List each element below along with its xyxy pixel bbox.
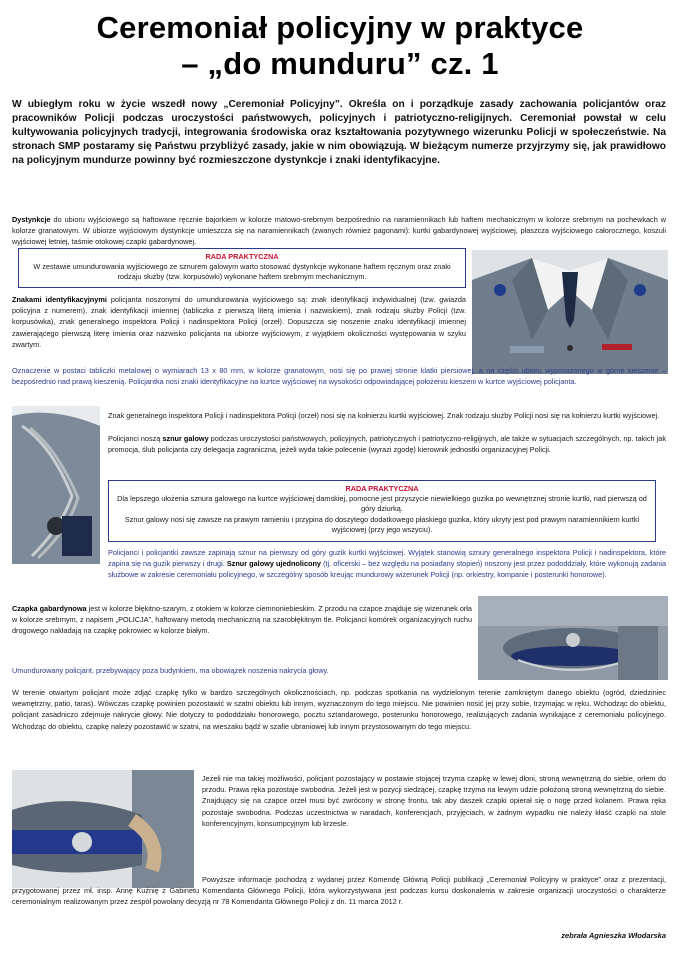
lead-paragraph: W ubiegłym roku w życie wszedł nowy „Ceremoniał Policyjny”. Określa on i porządkuje zasady zachowania policjantów oraz pracowników Policji podczas uroczystości państwowych, policyjnych i patriotyczno-religijnych. Ceremoniał powstał w celu kultywowania policyjnych tradycji, integrowania środowiska oraz kształtowania pozytywnego wizerunku Policji w społeczeństwie. Na stronach SMP postaramy się Państwu przybliżyć zasady, jakie w nim obowiązują. W bieżącym numerze przyjrzymy się, jak prawidłowo na policyjnym mundurze powinny być rozmieszczone dystynkcje i znaki identyfikacyjne. [12,99,666,166]
title-line-2: – „do munduru” cz. 1 [181,46,499,81]
term-znaki-identyfikacyjne: Znakami identyfikacyjnymi [12,295,107,304]
paragraph-znaki [12,294,466,350]
paragraph-orzel: Znak generalnego inspektora Policji i nadinspektora Policji (orzeł) nosi się na kołnierzu kurtki wyjściowej. Znak rodzaju służby Policji nosi się na kołnierzu kurtki wyjściowej. [108,411,660,420]
term-dystynkcje: Dystynkcje [12,215,51,224]
uniform-chest-illustration [472,250,668,374]
standing-cap-photo [12,770,194,888]
tip-text-1: Dla lepszego ułożenia sznura galowego na kurtce wyjściowej damskiej, pomocne jest przyszycie niewielkiego guzika po wewnętrznej stronie kurtki, nad pierwszą od góry dziurką. [117,494,647,514]
paragraph-zrodlo: Powyższe informacje pochodzą z wydanej przez Komendę Główną Policji publikacji „Ceremoniał Policyjny w praktyce” oraz z prezentacji, przygotowanej przez mł. insp. Annę Kuźnię z Gabinetu Komendanta Głównego Policji, która wykorzystywana jest podczas kursu doskonalenia w zakresie organizacji uroczystości o charakterze ceremonialnym realizowanym przez zespół powołany decyzją nr 78 Komendanta Głównego Policji z dn. 11 marca 2012 r. [12,875,666,907]
term-sznur-ujednolicony: Sznur galowy ujednolicony [226,559,321,569]
tip-box-1 [18,248,466,288]
paragraph-czapka [12,603,472,637]
seated-cap-illustration [478,596,668,680]
paragraph-sznur-ujednolicony [108,547,666,581]
paragraph-text: jest w kolorze błękitno-szarym, z otokiem w kolorze ciemnoniebieskim. Z przodu na czapce znajduje się wizerunek orła w kolorze srebrnym, z napisem „POLICJA”, haftowany metodą mechaniczną na szarobłękitnym tle. Policjanci komórek organizacyjnych ruchu drogowego nakładają na czapkę pokrowiec w kolorze białym. [12,604,472,636]
author-signature: zebrała Agnieszka Włodarska [561,931,666,940]
paragraph-sznur [108,433,666,455]
paragraph-pozycja: Jeżeli nie ma takiej możliwości, policjant pozostający w postawie stojącej trzyma czapkę w lewej dłoni, stroną wewnętrzną do siebie, orłem do przodu. Prawa ręka pozostaje swobodna. Jeżeli jest w pozycji siedzącej, czapkę trzyma na lewym udzie położoną stroną wewnętrzną do siebie. Znajdujący się na czapce orzeł musi być zwrócony w stronę frontu, tak aby daszek czapki opierał się o nogę przed kolanem. Prawa ręka pozostaje swobodna. Podczas uczestnictwa w naradach, konferencjach, przyjęciach, w żadnym wypadku nie należy kłaść czapki na stole konferencyjnym, konsumpcyjnym lub krzesle. [202,774,666,828]
tip-title: RADA PRAKTYCZNA [205,252,279,261]
seated-cap-photo [478,596,668,680]
tip-title: RADA PRAKTYCZNA [345,484,419,493]
term-czapka-gabardynowa: Czapka gabardynowa [12,604,87,613]
paragraph-nakrycie: Umundurowany policjant, przebywający poza budynkiem, ma obowiązek noszenia nakrycia głowy. [12,666,329,675]
uniform-chest-photo [472,250,668,374]
paragraph-text: podczas uroczystości państwowych, policyjnych, patriotycznych i patriotyczno-religijnych, ale także w sytuacjach szczególnych, np. takich jak promocja, ślub policjanta czy delegacja zagraniczna, jeżeli wyda takie polecenie (wyrazi zgodę) kierownik jednostki organizacyjnej Policji. [108,434,666,455]
paragraph-teren-otwarty: W terenie otwartym policjant może zdjąć czapkę tylko w bardzo szczególnych okolicznościach, np. podczas spotkania na wydzielonym terenie zamkniętym danego obiektu (ogród, dziedziniec wewnętrzny, patio, taras). Wówczas czapkę powinien pozostawić w szatni obiektu lub innym, wyznaczonym do tego miejscu. Nie powinien nosić jej przy sobie, trzymając w ręku. Wchodząc do obiektu, policjant zasadniczo zdejmuje nakrycie głowy. Nie dotyczy to pododdziału honorowego, pocztu sztandarowego, posterunku honorowego, realizujących zadania wynikające z ceremoniału policyjnego. Wchodząc do obiektu, czapkę należy pozostawić w szatni, na wieszaku bądź w szafie ubraniowej lub innym przystosowanym do tego miejscu. [12,688,666,731]
shoulder-cord-illustration [12,406,100,564]
paragraph-text: do ubioru wyjściowego są haftowane ręcznie bajorkiem w kolorze matowo-srebrnym bezpośrednio na naramiennikach lub haftem mechanicznym w kolorze srebrnym na pochewkach w kolorze granatowym. W ubiorze wyjściowym dystynkcje umieszcza się na naramiennikach (zwanych również pagonami): kurtki gabardynowej wyjściowej, płaszcza wyjściowego całorocznego, koszuli wyjściowej letniej, taśmie otokowej czapki gabardynowej. [12,215,666,247]
paragraph-text: policjanta noszonymi do umundurowania wyjściowego są: znak identyfikacji indywidualnej (tzw. gwiazda policyjna z numerem), znak identyfikacji imiennej (tabliczka z pierwszą literą imienia i nazwiskiem), znak rodzaju służby Policji (tzw. korpusówka), znak generalnego inspektora Policji i nadinspektora Policji (orzeł). Dopuszcza się noszenie znaku identyfikacji imiennej zawierającego pierwszą literę imienia oraz nazwisko policjanta na ubiorze wyjściowym, z wyjątkiem okoliczności występowania w szyku zwartym. [12,295,466,349]
paragraph-text: (tj. oficerski – bez względu na posiadany stopień) noszony jest przez pododdziały, które wykonują zadania służbowe w zakresie ceremoniału policyjnego, w szczególny sposób kreując mundurowy wizerunek Policji (np. orkiestry, kompanie i posterunki honorowe). [108,559,667,580]
tip-text: W zestawie umundurowania wyjściowego ze sznurem galowym warto stosować dystynkcje wykonane haftem ręcznym oraz znaki rodzaju służby (tzw. korpusówki) wykonane haftem srebrnym mechanicznym. [33,262,451,282]
tip-box-2 [108,480,656,542]
standing-cap-illustration [12,770,194,888]
tip-text-2: Sznur galowy nosi się zawsze na prawym ramieniu i przypina do doszytego dodatkowego płaskiego guzika, który ukryty jest pod prawym naramiennikiem kurtki wyjściowej (przy jego wszyciu). [124,514,640,535]
title-line-1: Ceremoniał policyjny w praktyce [96,10,584,45]
paragraph-tabliczka: Oznaczenie w postaci tabliczki metalowej o wymiarach 13 x 80 mm, w kolorze granatowym, nosi się po prawej stronie klatki piersiowej, a na części ubioru wyposażonego w górne kieszenie – bezpośrednio nad prawą kieszenią. Policjantka nosi znaki identyfikacyjne na kurtce wyjściowej na wysokości odpowiadającej położeniu kieszeni w kurtce wyjściowej policjanta. [12,366,666,387]
term-sznur-galowy: sznur galowy [162,434,209,443]
page-title [0,10,680,82]
paragraph-text: Policjanci i policjantki zawsze zapinają sznur na pierwszy od góry guzik kurtki wyjściowej. Wyjątek stanowią sznury generalnego inspektora Policji i nadinspektora, które zapina się na guzik pierwszy i drugi. [108,548,666,569]
shoulder-cord-photo [12,406,100,564]
paragraph-dystynkcje [12,214,666,248]
paragraph-text: Policjanci noszą [108,434,163,443]
